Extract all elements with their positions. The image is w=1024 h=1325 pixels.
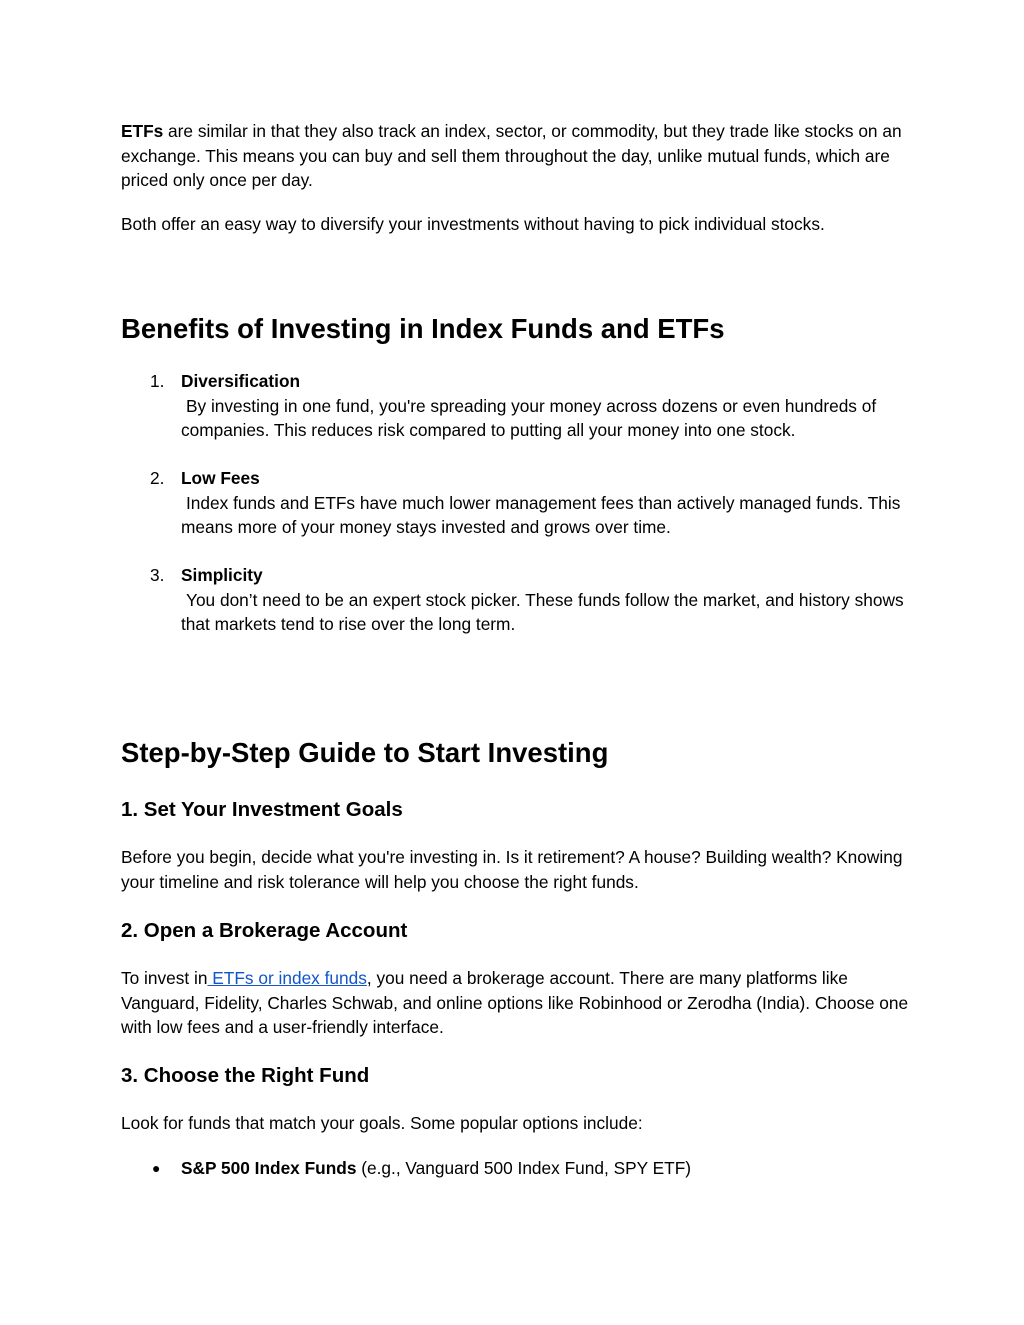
- benefit-title: Simplicity: [181, 565, 263, 585]
- benefit-text: You don’t need to be an expert stock picker. These funds follow the market, and history shows that markets tend to rise over the long term.: [181, 589, 904, 634]
- bullet-dot-icon: ●: [152, 1160, 161, 1176]
- step-text: [121, 966, 911, 1040]
- benefit-number: 3.: [150, 565, 165, 585]
- fund-bullet-text: (e.g., Vanguard 500 Index Fund, SPY ETF): [356, 1158, 692, 1178]
- benefit-title: Diversification: [181, 371, 301, 391]
- benefit-text: Index funds and ETFs have much lower management fees than actively managed funds. This means more of your money stays invested and grows over time.: [181, 492, 901, 537]
- etf-term: ETFs: [121, 121, 164, 141]
- both-paragraph: Both offer an easy way to diversify your investments without having to pick individual stocks.: [121, 214, 825, 234]
- benefit-number: 2.: [150, 468, 165, 488]
- step-text-after-link: , you need a brokerage account. There are many platforms like Vanguard, Fidelity, Charles Schwab, and online options like Robinhood or Zerodha (India). Choose one with low fees and a user-friendly interface.: [121, 968, 909, 1037]
- step-text-before-link: To invest in: [121, 968, 208, 988]
- guide-heading: Step-by-Step Guide to Start Investing: [121, 737, 609, 768]
- benefit-number: 1.: [150, 371, 165, 391]
- etf-paragraph: [121, 119, 911, 193]
- step-heading: 1. Set Your Investment Goals: [121, 798, 403, 821]
- etf-paragraph-text: are similar in that they also track an index, sector, or commodity, but they trade like stocks on an exchange. This means you can buy and sell them throughout the day, unlike mutual funds, which are priced only once per day.: [121, 121, 902, 190]
- benefit-text: By investing in one fund, you're spreading your money across dozens or even hundreds of companies. This reduces risk compared to putting all your money into one stock.: [181, 395, 877, 440]
- step-heading: 2. Open a Brokerage Account: [121, 919, 408, 942]
- step-text: Look for funds that match your goals. Some popular options include:: [121, 1113, 643, 1133]
- etfs-index-funds-link[interactable]: ETFs or index funds: [207, 968, 367, 988]
- step-heading: 3. Choose the Right Fund: [121, 1064, 370, 1087]
- benefit-title: Low Fees: [181, 468, 260, 488]
- step-text: Before you begin, decide what you're investing in. Is it retirement? A house? Building wealth? Knowing your timeline and risk tolerance will help you choose the right funds.: [121, 847, 903, 892]
- benefits-heading: Benefits of Investing in Index Funds and ETFs: [121, 313, 725, 344]
- fund-bullet-title: S&P 500 Index Funds: [181, 1158, 357, 1178]
